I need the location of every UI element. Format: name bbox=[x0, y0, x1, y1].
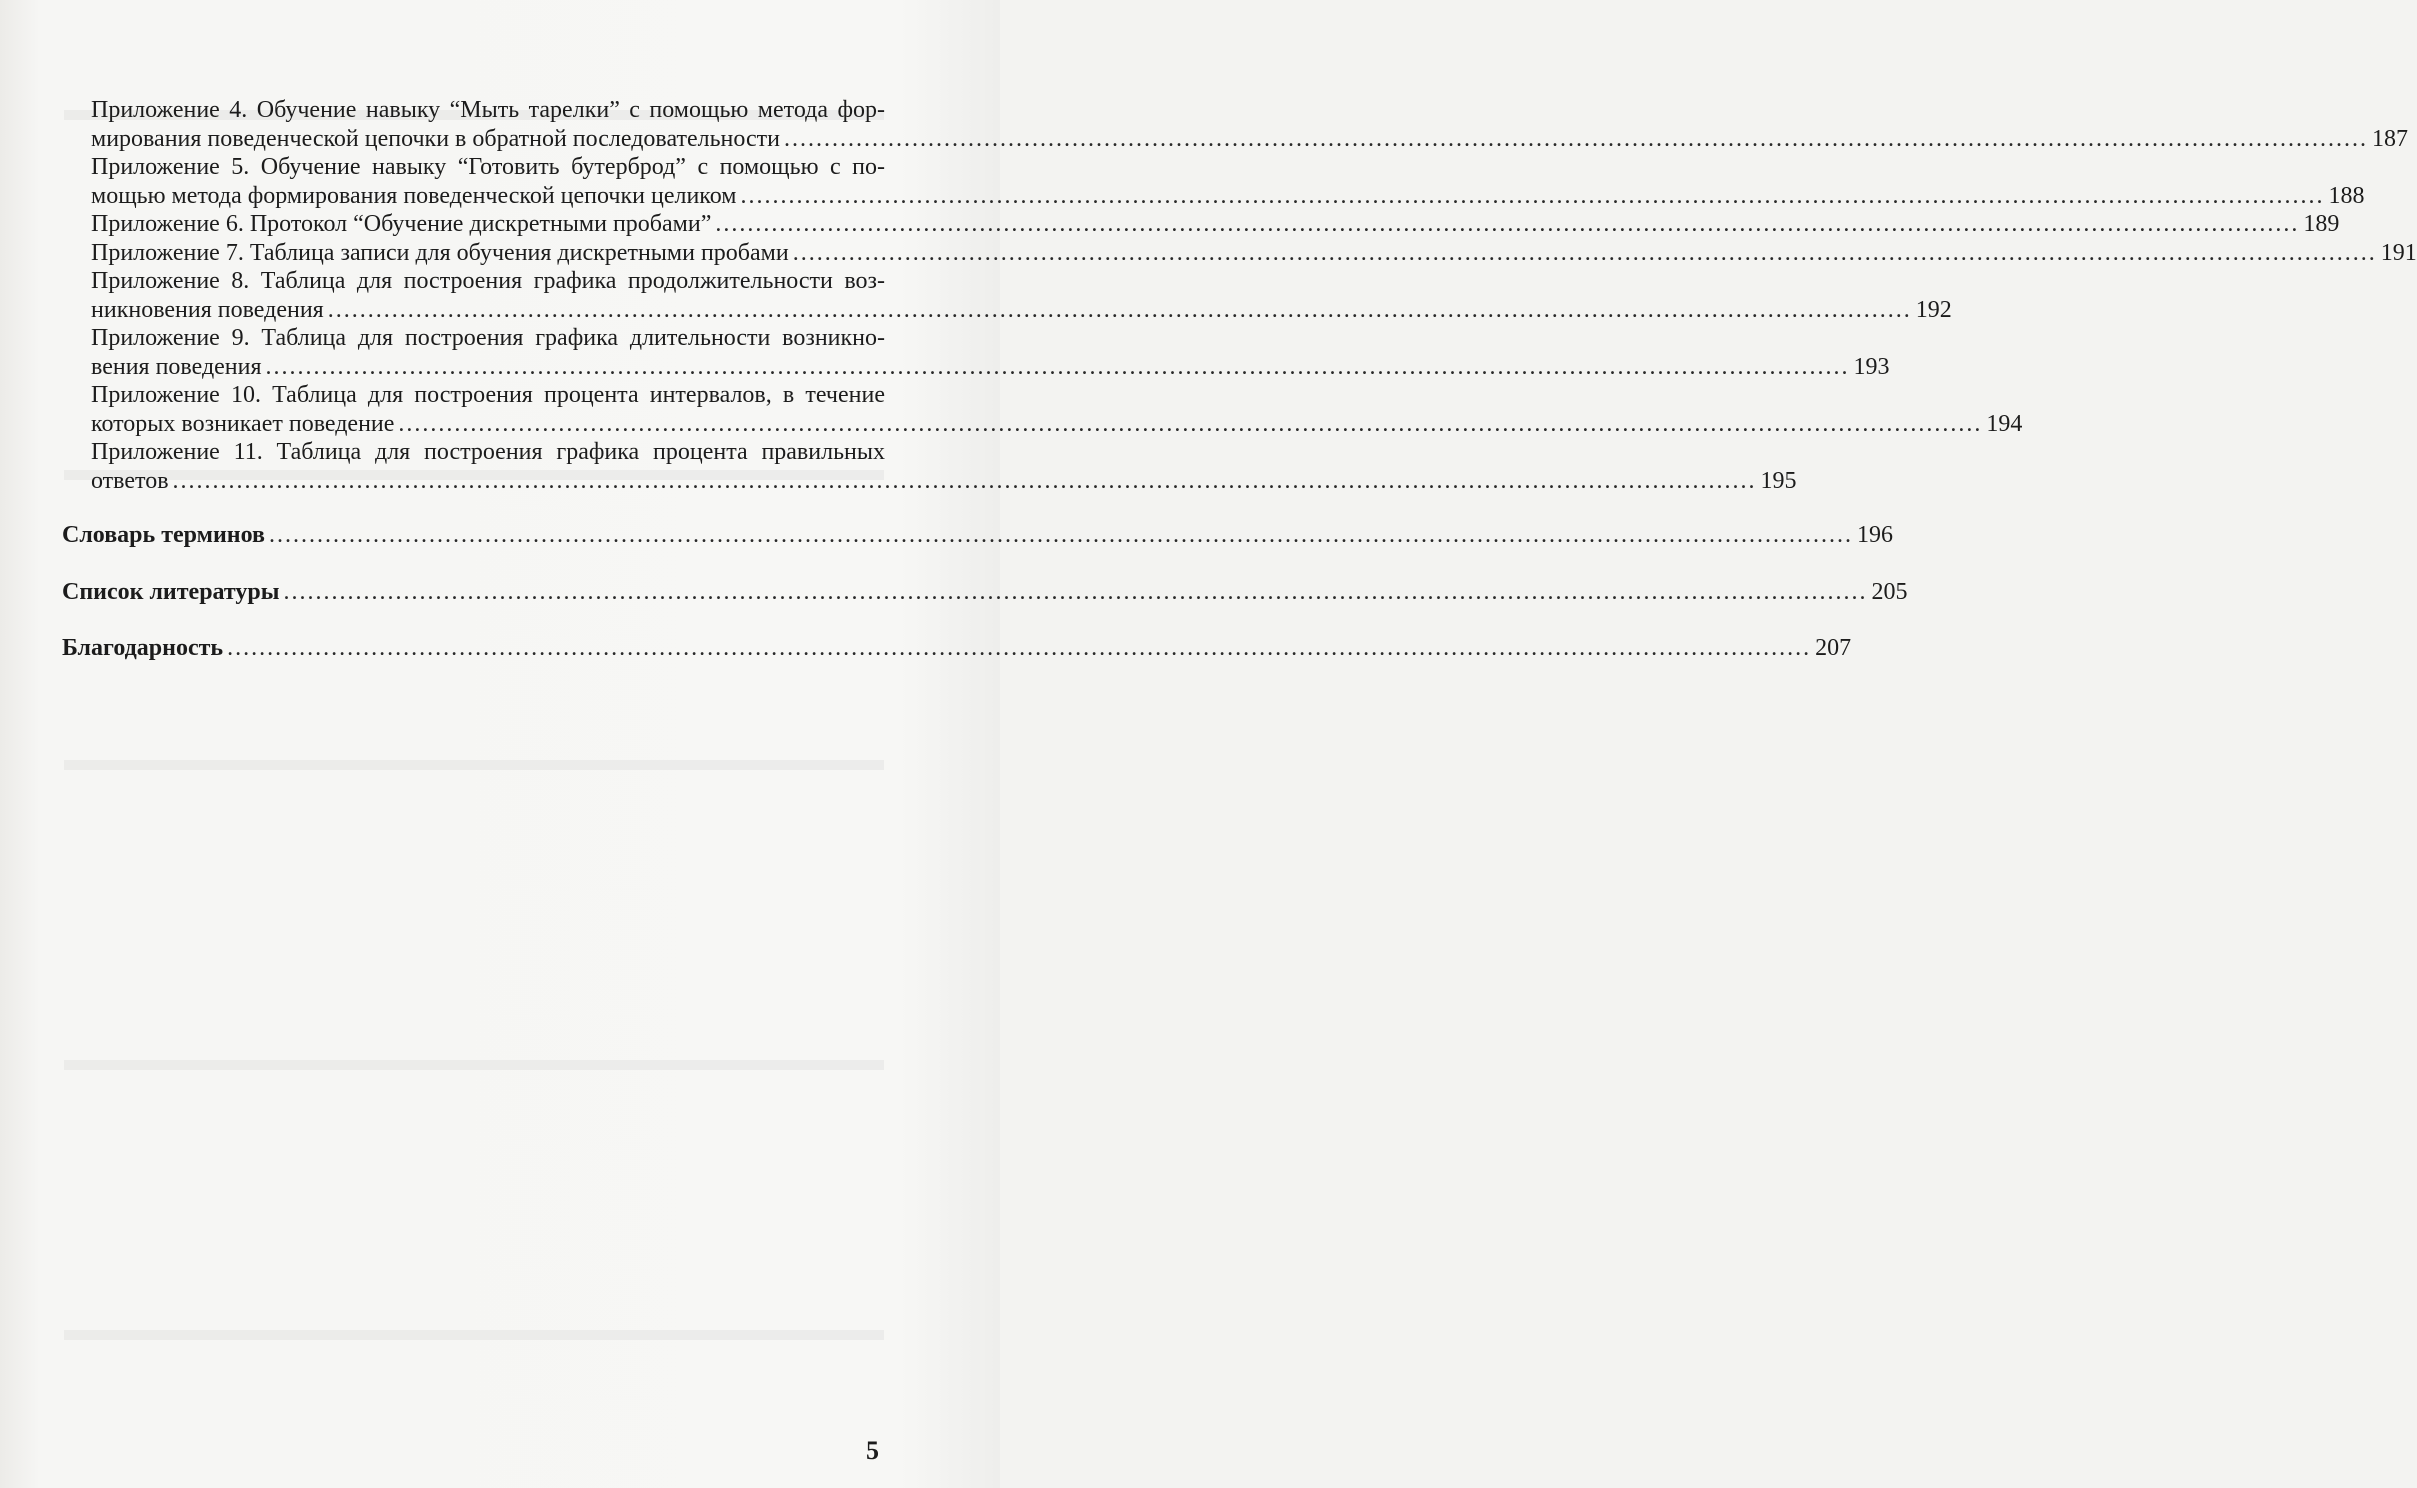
toc-section-title: Словарь терминов bbox=[62, 522, 265, 548]
toc-entry-appendix-8[interactable] bbox=[91, 267, 1952, 324]
toc-entry-appendix-9[interactable] bbox=[91, 324, 1890, 381]
leader-dots: ...................................................................................................................................................................................................... bbox=[227, 635, 1812, 661]
leader-dots: ...................................................................................................................................................................................................... bbox=[740, 182, 2325, 209]
toc-entry-text: вения поведения bbox=[91, 353, 262, 380]
toc-page-number: 194 bbox=[1986, 410, 2023, 437]
leader-dots: ...................................................................................................................................................................................................... bbox=[398, 410, 1983, 437]
toc-entry-text: которых возникает поведение bbox=[91, 410, 395, 437]
leader-dots: ...................................................................................................................................................................................................... bbox=[792, 239, 2377, 266]
toc-entry-appendix-5[interactable] bbox=[91, 153, 2365, 210]
toc-entry-text: Приложение 7. Таблица записи для обучения дискретными пробами bbox=[91, 239, 789, 266]
toc-entry-references[interactable] bbox=[62, 578, 1908, 607]
toc-page-number: 187 bbox=[2371, 125, 2408, 152]
toc-page-number: 188 bbox=[2328, 182, 2365, 209]
show-through bbox=[64, 1330, 884, 1340]
toc-entry-appendix-4[interactable] bbox=[91, 96, 2408, 153]
toc-page-number: 189 bbox=[2303, 211, 2340, 237]
toc-entry-glossary[interactable] bbox=[62, 521, 1893, 550]
table-of-contents bbox=[62, 96, 2417, 663]
toc-entry-acknowledgements[interactable] bbox=[62, 634, 1852, 663]
toc-entry-text: Приложение 10. Таблица для построения процента интервалов, в течение bbox=[91, 382, 885, 408]
toc-page-number: 192 bbox=[1915, 296, 1952, 323]
leader-dots: ...................................................................................................................................................................................................... bbox=[783, 125, 2368, 152]
leader-dots: ...................................................................................................................................................................................................... bbox=[715, 211, 2300, 237]
toc-entry-appendix-6[interactable] bbox=[91, 210, 2340, 239]
page-number: 5 bbox=[866, 1436, 879, 1465]
toc-page-number: 207 bbox=[1815, 635, 1852, 661]
toc-entry-text: ответов bbox=[91, 467, 169, 494]
toc-entry-appendix-7[interactable] bbox=[91, 239, 2417, 268]
toc-entry-text: Приложение 4. Обучение навыку “Мыть тарелки” с помощью метода фор- bbox=[91, 97, 885, 123]
toc-page-number: 196 bbox=[1857, 522, 1893, 548]
toc-entry-text: Приложение 9. Таблица для построения графика длительности возникно- bbox=[91, 325, 885, 351]
toc-entry-text: Приложение 5. Обучение навыку “Готовить бутерброд” с помощью с по- bbox=[91, 154, 885, 180]
show-through bbox=[64, 760, 884, 770]
leader-dots: ...................................................................................................................................................................................................... bbox=[327, 296, 1912, 323]
toc-entry-text: Приложение 6. Протокол “Обучение дискретными пробами” bbox=[91, 211, 712, 237]
leader-dots: ...................................................................................................................................................................................................... bbox=[269, 522, 1853, 548]
show-through bbox=[64, 1060, 884, 1070]
toc-page-number: 193 bbox=[1853, 353, 1890, 380]
toc-section-title: Благодарность bbox=[62, 635, 224, 661]
toc-page-number: 191 bbox=[2380, 239, 2417, 266]
leader-dots: ...................................................................................................................................................................................................... bbox=[172, 467, 1757, 494]
toc-entry-appendix-10[interactable] bbox=[91, 381, 2023, 438]
toc-section-title: Список литературы bbox=[62, 578, 280, 605]
toc-entry-text: мощью метода формирования поведенческой цепочки целиком bbox=[91, 182, 737, 209]
leader-dots: ...................................................................................................................................................................................................... bbox=[265, 353, 1850, 380]
toc-entry-text: Приложение 8. Таблица для построения графика продолжительности воз- bbox=[91, 268, 885, 294]
toc-entry-text: Приложение 11. Таблица для построения графика процента правильных bbox=[91, 439, 885, 465]
leader-dots: ...................................................................................................................................................................................................... bbox=[283, 578, 1868, 605]
toc-page-number: 195 bbox=[1760, 467, 1797, 494]
toc-page-number: 205 bbox=[1871, 578, 1908, 605]
toc-entry-appendix-11[interactable] bbox=[91, 438, 1797, 495]
toc-entry-text: мирования поведенческой цепочки в обратной последовательности bbox=[91, 125, 780, 152]
toc-entry-text: никновения поведения bbox=[91, 296, 324, 323]
